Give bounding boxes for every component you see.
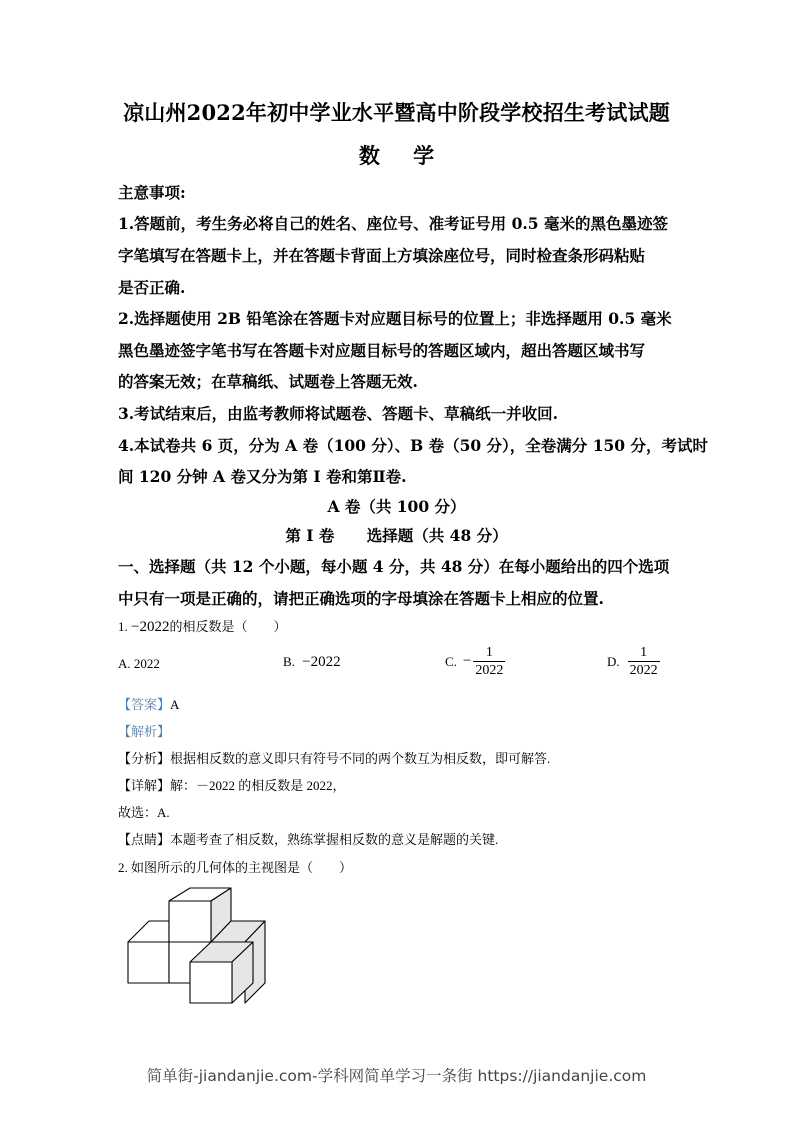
notice-3-line-1: 3.考试结束后，由监考教师将试题卷、答题卡、草稿纸一并收回. (118, 404, 559, 423)
notice-1-line-3: 是否正确. (118, 278, 186, 297)
notice-1-line-2: 字笔填写在答题卡上，并在答题卡背面上方填涂座位号，同时检查条形码粘贴 (118, 246, 646, 265)
option-c-numerator: 1 (485, 645, 493, 660)
xiangjie-tag: 【详解】 (118, 778, 171, 793)
fenxi-tag: 【分析】 (118, 751, 171, 766)
question-1-text: 的相反数是（ ） (169, 619, 287, 634)
notice-2-line-2: 黑色墨迹签字笔书写在答题卡对应题目标号的答题区域内，超出答题区域书写 (118, 341, 646, 360)
option-d-numerator: 1 (640, 645, 648, 660)
answer-value: A (170, 697, 180, 712)
option-d-fraction (628, 644, 660, 679)
answer-line (118, 694, 179, 713)
instructions-line-2: 中只有一项是正确的，请把正确选项的字母填涂在答题卡上相应的位置. (118, 589, 604, 608)
option-b-label: B. (283, 654, 295, 669)
question-1-number: 1. (118, 619, 128, 634)
option-b (283, 654, 341, 671)
instructions-line-1: 一、选择题（共 12 个小题，每小题 4 分，共 48 分）在每小题给出的四个选项 (118, 557, 670, 576)
option-a-value: 2022 (133, 656, 160, 671)
option-d-denominator: 2022 (629, 663, 658, 678)
option-a (118, 656, 160, 672)
option-c (445, 644, 505, 679)
xiangjie-text: 解：－2022 的相反数是 2022， (170, 778, 346, 793)
option-d (607, 644, 660, 679)
answer-tag: 【答案】 (118, 697, 171, 712)
left-cube-top (128, 921, 169, 942)
option-c-fraction (473, 644, 505, 679)
part-heading: 第 I 卷 选择题（共 48 分） (285, 526, 508, 545)
dianjing-tag: 【点睛】 (118, 832, 171, 847)
notice-1-line-1: 1.答题前，考生务必将自己的姓名、座位号、准考证号用 0.5 毫米的黑色墨迹签 (118, 214, 668, 233)
fenxi-line (118, 748, 550, 767)
cube-assembly-figure (120, 880, 280, 1010)
exam-title: 凉山州2022年初中学业水平暨高中阶段学校招生考试试题 (123, 100, 670, 125)
footer-watermark: 简单街-jiandanjie.com-学科网简单学习一条街 https://jiandanjie.com (146, 1067, 647, 1085)
exam-subject: 数 学 (358, 143, 435, 168)
option-a-label: A. (118, 656, 131, 671)
dianjing-text: 本题考查了相反数，熟练掌握相反数的意义是解题的关键. (170, 832, 499, 847)
fenxi-text: 根据相反数的意义即只有符号不同的两个数互为相反数，即可解答. (170, 751, 551, 766)
notice-4-line-2: 间 120 分钟 A 卷又分为第 I 卷和第Ⅱ卷. (118, 467, 407, 486)
question-1-stem (118, 616, 286, 636)
tall-cube-front (169, 901, 211, 942)
notice-4-line-1: 4.本试卷共 6 页，分为 A 卷（100 分）、B 卷（50 分），全卷满分 150 分，考试时 (118, 436, 708, 455)
analysis-tag: 【解析】 (118, 724, 171, 739)
option-c-label: C. (445, 653, 457, 669)
volume-heading: A 卷（共 100 分） (327, 497, 466, 516)
notice-2-line-3: 的答案无效；在草稿纸、试题卷上答题无效. (118, 372, 418, 391)
xiangjie-line (118, 775, 346, 794)
dianjing-line (118, 829, 498, 848)
option-d-label: D. (607, 653, 620, 669)
left-cube-front (128, 942, 169, 983)
option-c-sign: − (462, 653, 472, 669)
notice-2-line-1: 2.选择题使用 2B 铅笔涂在答题卡对应题目标号的位置上；非选择题用 0.5 毫米 (118, 309, 672, 328)
option-c-denominator: 2022 (475, 663, 504, 678)
notice-heading: 主意事项: (118, 183, 186, 202)
choose-line: 故选：A. (118, 805, 170, 820)
option-b-value: −2022 (302, 654, 341, 670)
question-2-stem: 2. 如图所示的几何体的主视图是（ ） (118, 860, 353, 875)
question-1-math: −2022 (131, 619, 170, 635)
front-right-cube-front (190, 962, 232, 1003)
